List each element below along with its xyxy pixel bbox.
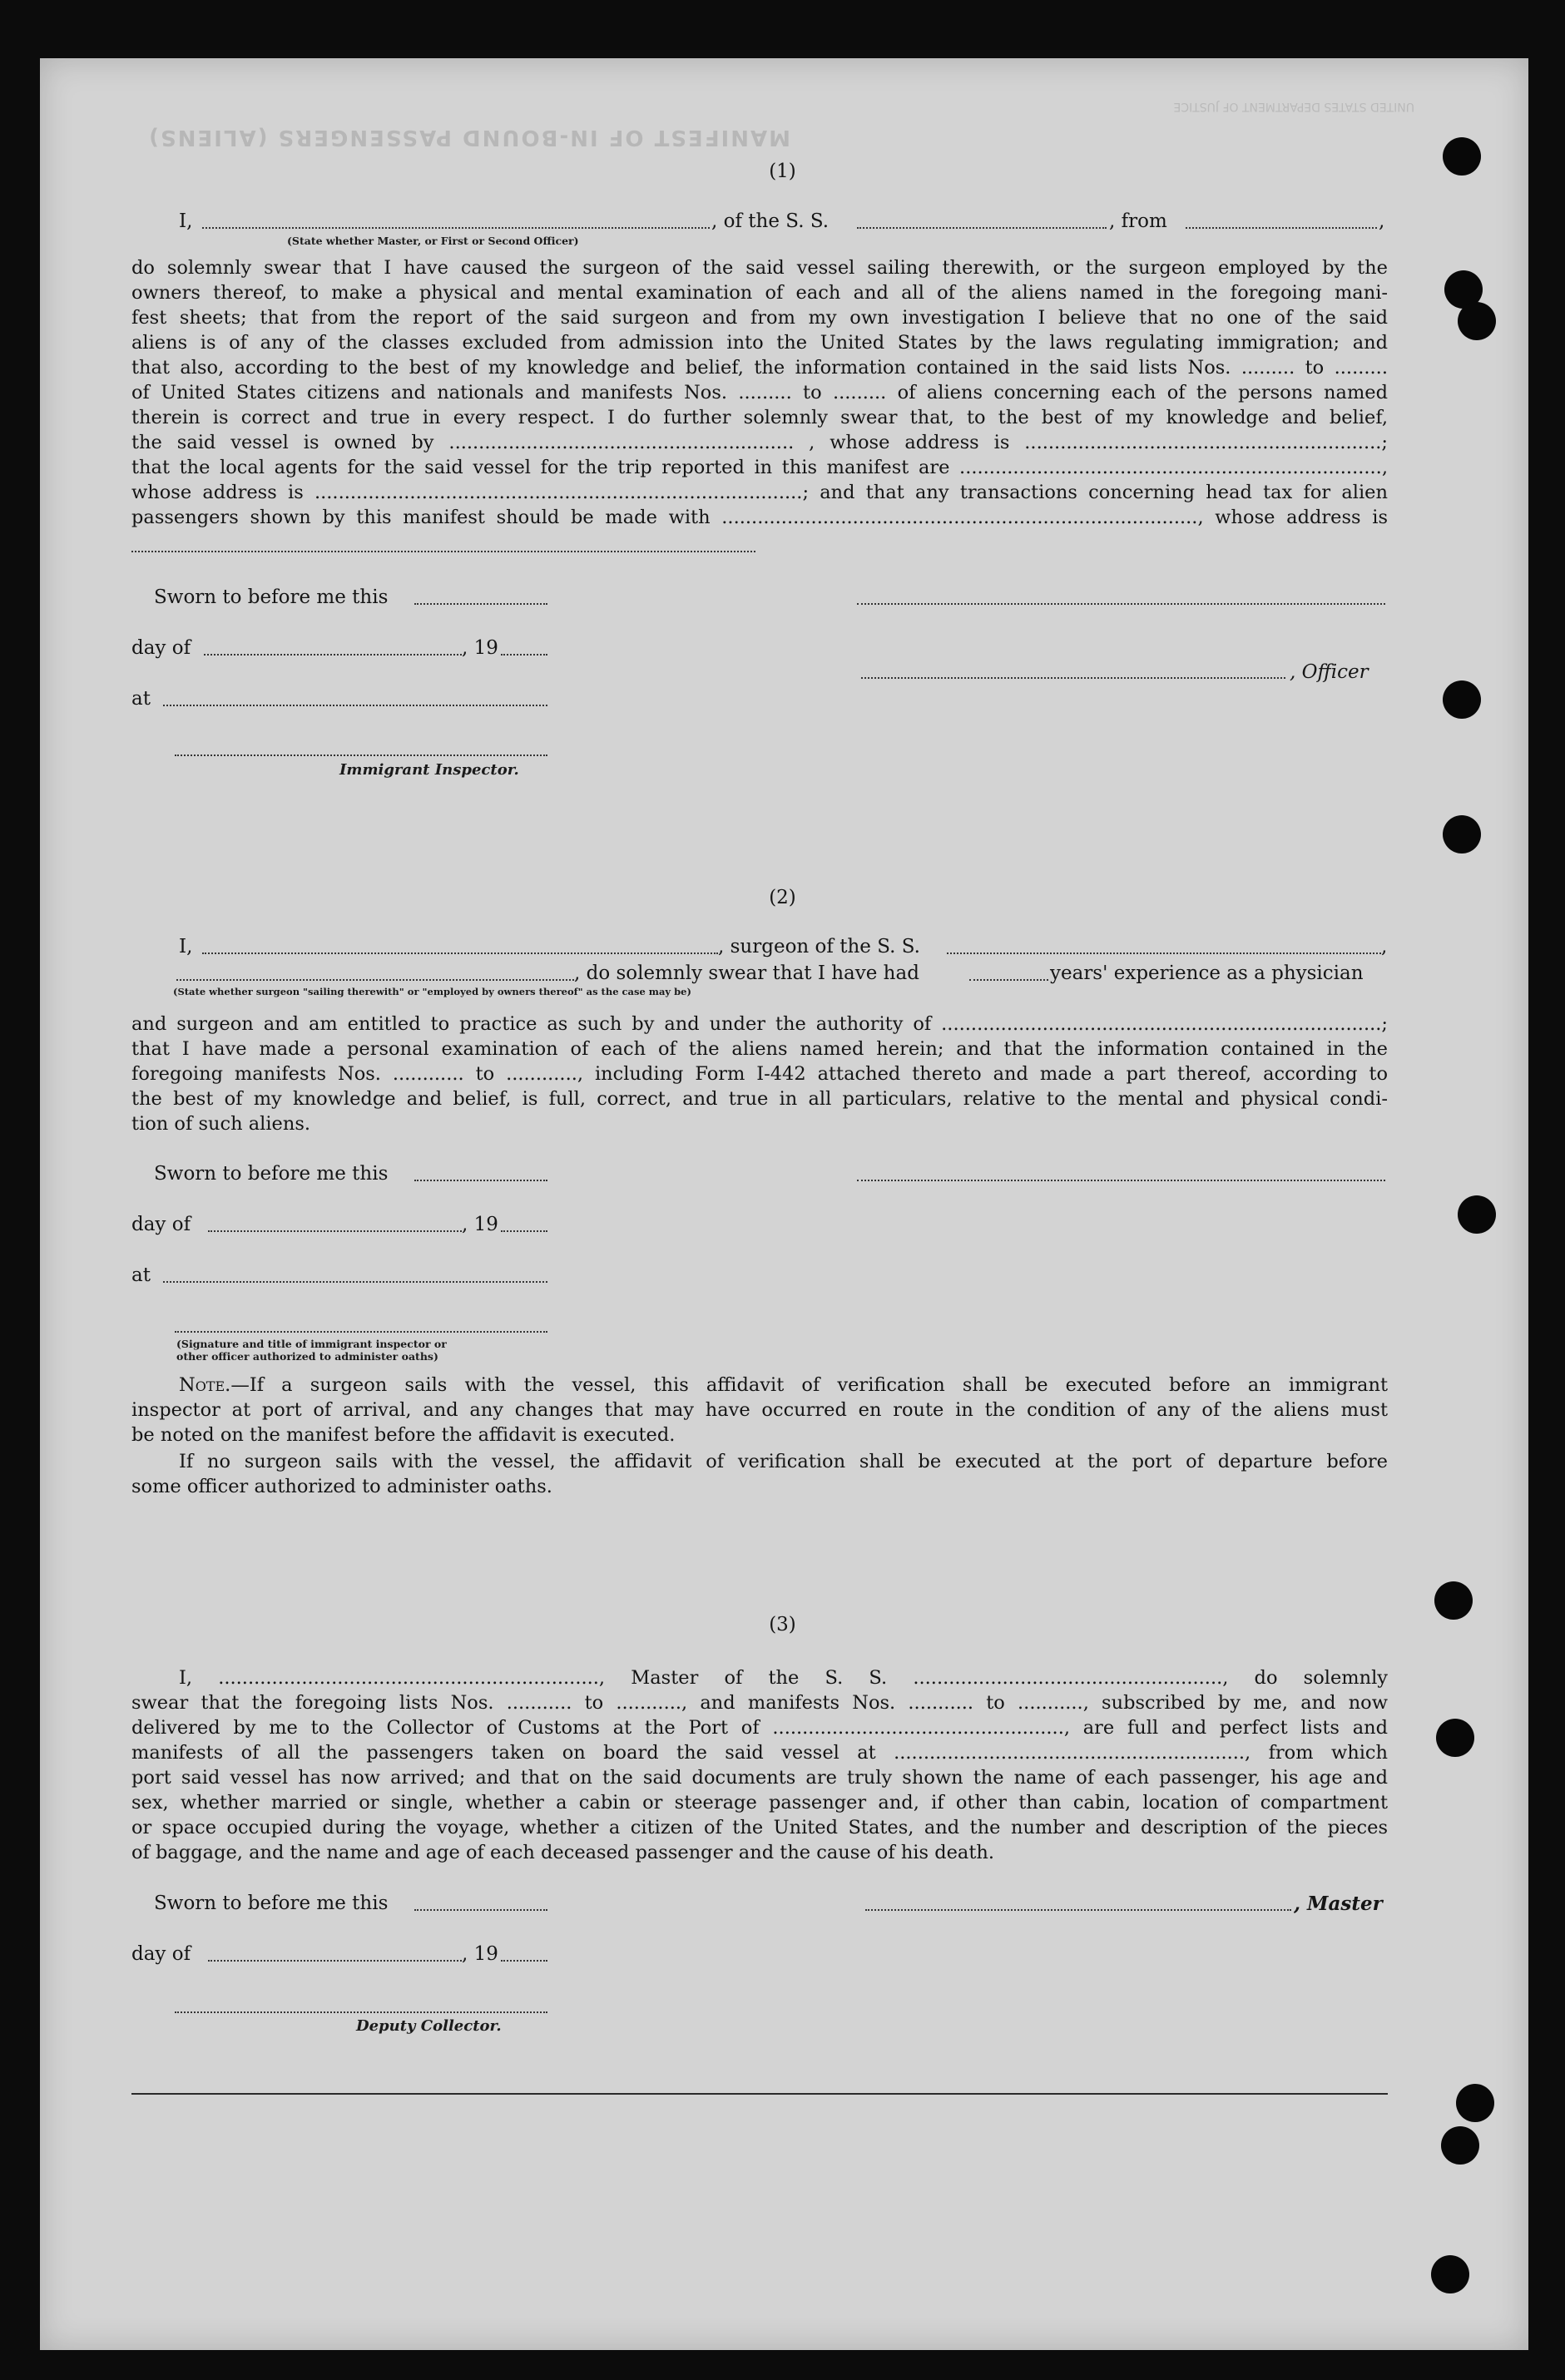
s1-officer-sign-blank[interactable] — [861, 677, 1285, 679]
s1-line-3: owners thereof, to make a physical and mental examination of each and all of the aliens named in the foregoing mani- — [131, 282, 1388, 304]
s3-master-sign-blank[interactable] — [865, 1909, 1291, 1911]
bottom-rule — [131, 2093, 1388, 2095]
s2-day-of-label: day of — [131, 1214, 191, 1235]
s1-line-11: whose address is ..................................................................................; and that any transactions concerning head tax for alien — [131, 482, 1388, 503]
s2-sworn-blank[interactable] — [414, 1180, 547, 1181]
bleed-through-header: MANIFEST OF IN-BOUND PASSENGERS (ALIENS) — [147, 125, 790, 150]
s2-note-line-1 — [131, 1373, 1388, 1398]
s1-address-blank[interactable] — [131, 551, 755, 552]
s1-from-blank[interactable] — [1186, 227, 1377, 229]
s3-line-2: swear that the foregoing lists Nos. ........... to ..........., and manifests Nos. ........... to ..........., subscribed by me, and now — [131, 1692, 1388, 1714]
s2-note-line-5: some officer authorized to administer oaths. — [131, 1476, 552, 1497]
s1-line-7: of United States citizens and nationals and manifests Nos. ......... to ......... of aliens concerning each of the persons named — [131, 382, 1388, 403]
s1-from: , from — [1109, 210, 1167, 232]
punch-hole — [1456, 2084, 1494, 2122]
s3-master-title: , Master — [1294, 1893, 1383, 1915]
s1-line-9: the said vessel is owned by .......................................................... , whose address is ............................................................; — [131, 432, 1388, 453]
punch-hole — [1458, 1195, 1496, 1234]
s1-at-blank[interactable] — [163, 705, 547, 706]
s3-line-3: delivered by me to the Collector of Customs at the Port of ................................................., are full and perfect lists and — [131, 1717, 1388, 1739]
s2-signature-blank[interactable] — [857, 1180, 1385, 1181]
s2-comma: , — [1381, 936, 1388, 957]
s1-day-of-label: day of — [131, 637, 191, 659]
section-3-number: (3) — [769, 1614, 796, 1635]
s3-day-of-label: day of — [131, 1943, 191, 1965]
s3-line-6: sex, whether married or single, whether a cabin or steerage passenger and, if other than cabin, location of compartment — [131, 1792, 1388, 1813]
s3-collector-blank[interactable] — [175, 2011, 547, 2013]
s1-line-2: do solemnly swear that I have caused the surgeon of the said vessel sailing therewith, or the surgeon employed by the — [131, 257, 1388, 279]
s2-note-line-2: inspector at port of arrival, and any changes that may have occurred en route in the condition of any of the aliens must — [131, 1399, 1388, 1421]
punch-hole — [1441, 2126, 1479, 2165]
s2-vessel-blank[interactable] — [947, 952, 1381, 954]
s1-line-12: passengers shown by this manifest should be made with ................................................................................, whose address is — [131, 507, 1388, 528]
s2-years-blank[interactable] — [969, 979, 1048, 981]
s2-sworn-label: Sworn to before me this — [154, 1163, 389, 1185]
s3-line-8: of baggage, and the name and age of each deceased passenger and the cause of his death. — [131, 1842, 995, 1863]
s1-line-5: aliens is of any of the classes excluded from admission into the United States by the laws regulating immigration; and — [131, 332, 1388, 354]
s1-year-blank[interactable] — [501, 654, 547, 656]
s2-line-5: foregoing manifests Nos. ............ to ............, including Form I-442 attached thereto and made a part thereof, according to — [131, 1063, 1388, 1085]
s1-line-4: fest sheets; that from the report of the said surgeon and from my own investigation I believe that no one of the said — [131, 307, 1388, 329]
s2-year-blank[interactable] — [501, 1230, 547, 1232]
punch-hole — [1443, 680, 1481, 719]
s2-at-label: at — [131, 1264, 151, 1286]
section-2-number: (2) — [769, 887, 796, 908]
s1-officer-title: , Officer — [1290, 661, 1369, 683]
s2-i: I, — [179, 936, 193, 957]
s3-line-5: port said vessel has now arrived; and that on the said documents are truly shown the name of each passenger, his age and — [131, 1767, 1388, 1789]
note-label: Note. — [179, 1374, 231, 1396]
s1-sworn-label: Sworn to before me this — [154, 586, 389, 608]
punch-hole — [1431, 2255, 1469, 2293]
s2-status-blank[interactable] — [176, 979, 574, 981]
punch-hole — [1458, 302, 1496, 340]
s2-note-line-3: be noted on the manifest before the affidavit is executed. — [131, 1424, 676, 1446]
s1-signature-blank[interactable] — [857, 603, 1385, 605]
note-text: —If a surgeon sails with the vessel, this affidavit of verification shall be executed before an immigrant — [230, 1374, 1388, 1396]
s2-line-3: and surgeon and am entitled to practice as such by and under the authority of ..........................................................................; — [131, 1013, 1388, 1035]
s1-line-6: that also, according to the best of my knowledge and belief, the information contained in the said lists Nos. ......... to ......... — [131, 357, 1388, 379]
s1-inspector-caption: Immigrant Inspector. — [339, 761, 519, 779]
s2-inspector-blank[interactable] — [175, 1331, 547, 1333]
s2-line-2a: , do solemnly swear that I have had — [574, 962, 919, 984]
bleed-through-agency: UNITED STATES DEPARTMENT OF JUSTICE — [1173, 100, 1414, 113]
s2-surgeon-name-blank[interactable] — [202, 952, 718, 954]
s2-line-4: that I have made a personal examination of each of the aliens named herein; and that the information contained in the — [131, 1038, 1388, 1060]
s1-officer-blank[interactable] — [202, 227, 710, 229]
s2-note-line-4: If no surgeon sails with the vessel, the affidavit of verification shall be executed at the port of departure before — [179, 1451, 1388, 1472]
s1-comma: , — [1379, 210, 1385, 232]
s3-collector-caption: Deputy Collector. — [356, 2017, 502, 2035]
s2-surgeon-of-ss: , surgeon of the S. S. — [718, 936, 920, 957]
s3-day-blank[interactable] — [208, 1960, 462, 1962]
s2-line-7: tion of such aliens. — [131, 1113, 311, 1135]
s3-line-4: manifests of all the passengers taken on board the said vessel at ..........................................................., from which — [131, 1742, 1388, 1764]
s2-line-6: the best of my knowledge and belief, is full, correct, and true in all particulars, relative to the mental and physical condi- — [131, 1088, 1388, 1110]
s3-year-label: , 19 — [462, 1943, 498, 1965]
s1-line-8: therein is correct and true in every respect. I do further solemnly swear that, to the best of my knowledge and belief, — [131, 407, 1388, 428]
s1-of-ss: , of the S. S. — [711, 210, 830, 232]
s1-line-10: that the local agents for the said vessel for the trip reported in this manifest are ......................................................................., — [131, 457, 1388, 478]
s1-day-blank[interactable] — [204, 654, 462, 656]
s2-day-blank[interactable] — [208, 1230, 462, 1232]
s2-line-2b: years' experience as a physician — [1050, 962, 1364, 984]
s2-sig-caption-1: (Signature and title of immigrant inspector or — [176, 1338, 447, 1350]
s2-year-label: , 19 — [462, 1214, 498, 1235]
s2-status-hint: (State whether surgeon "sailing therewith" or "employed by owners thereof" as the case may be) — [173, 986, 691, 997]
s3-line-7: or space occupied during the voyage, whether a citizen of the United States, and the number and description of the pieces — [131, 1817, 1388, 1838]
punch-hole — [1436, 1719, 1474, 1757]
section-1-number: (1) — [769, 161, 796, 182]
s1-i: I, — [179, 210, 193, 232]
s1-vessel-blank[interactable] — [857, 227, 1107, 229]
s1-at-label: at — [131, 688, 151, 710]
s2-sig-caption-2: other officer authorized to administer oaths) — [176, 1350, 438, 1363]
punch-hole — [1443, 815, 1481, 854]
s3-year-blank[interactable] — [501, 1960, 547, 1962]
s1-inspector-blank[interactable] — [175, 755, 547, 756]
s2-at-blank[interactable] — [163, 1281, 547, 1283]
s3-sworn-label: Sworn to before me this — [154, 1893, 389, 1914]
s1-year-label: , 19 — [462, 637, 498, 659]
s1-sworn-blank[interactable] — [414, 603, 547, 605]
s3-line-1: I, ................................................................, Master of the S. S. ...................................................., do solemnly — [179, 1667, 1388, 1689]
s3-sworn-blank[interactable] — [414, 1909, 547, 1911]
s1-officer-hint: (State whether Master, or First or Second Officer) — [287, 235, 579, 247]
